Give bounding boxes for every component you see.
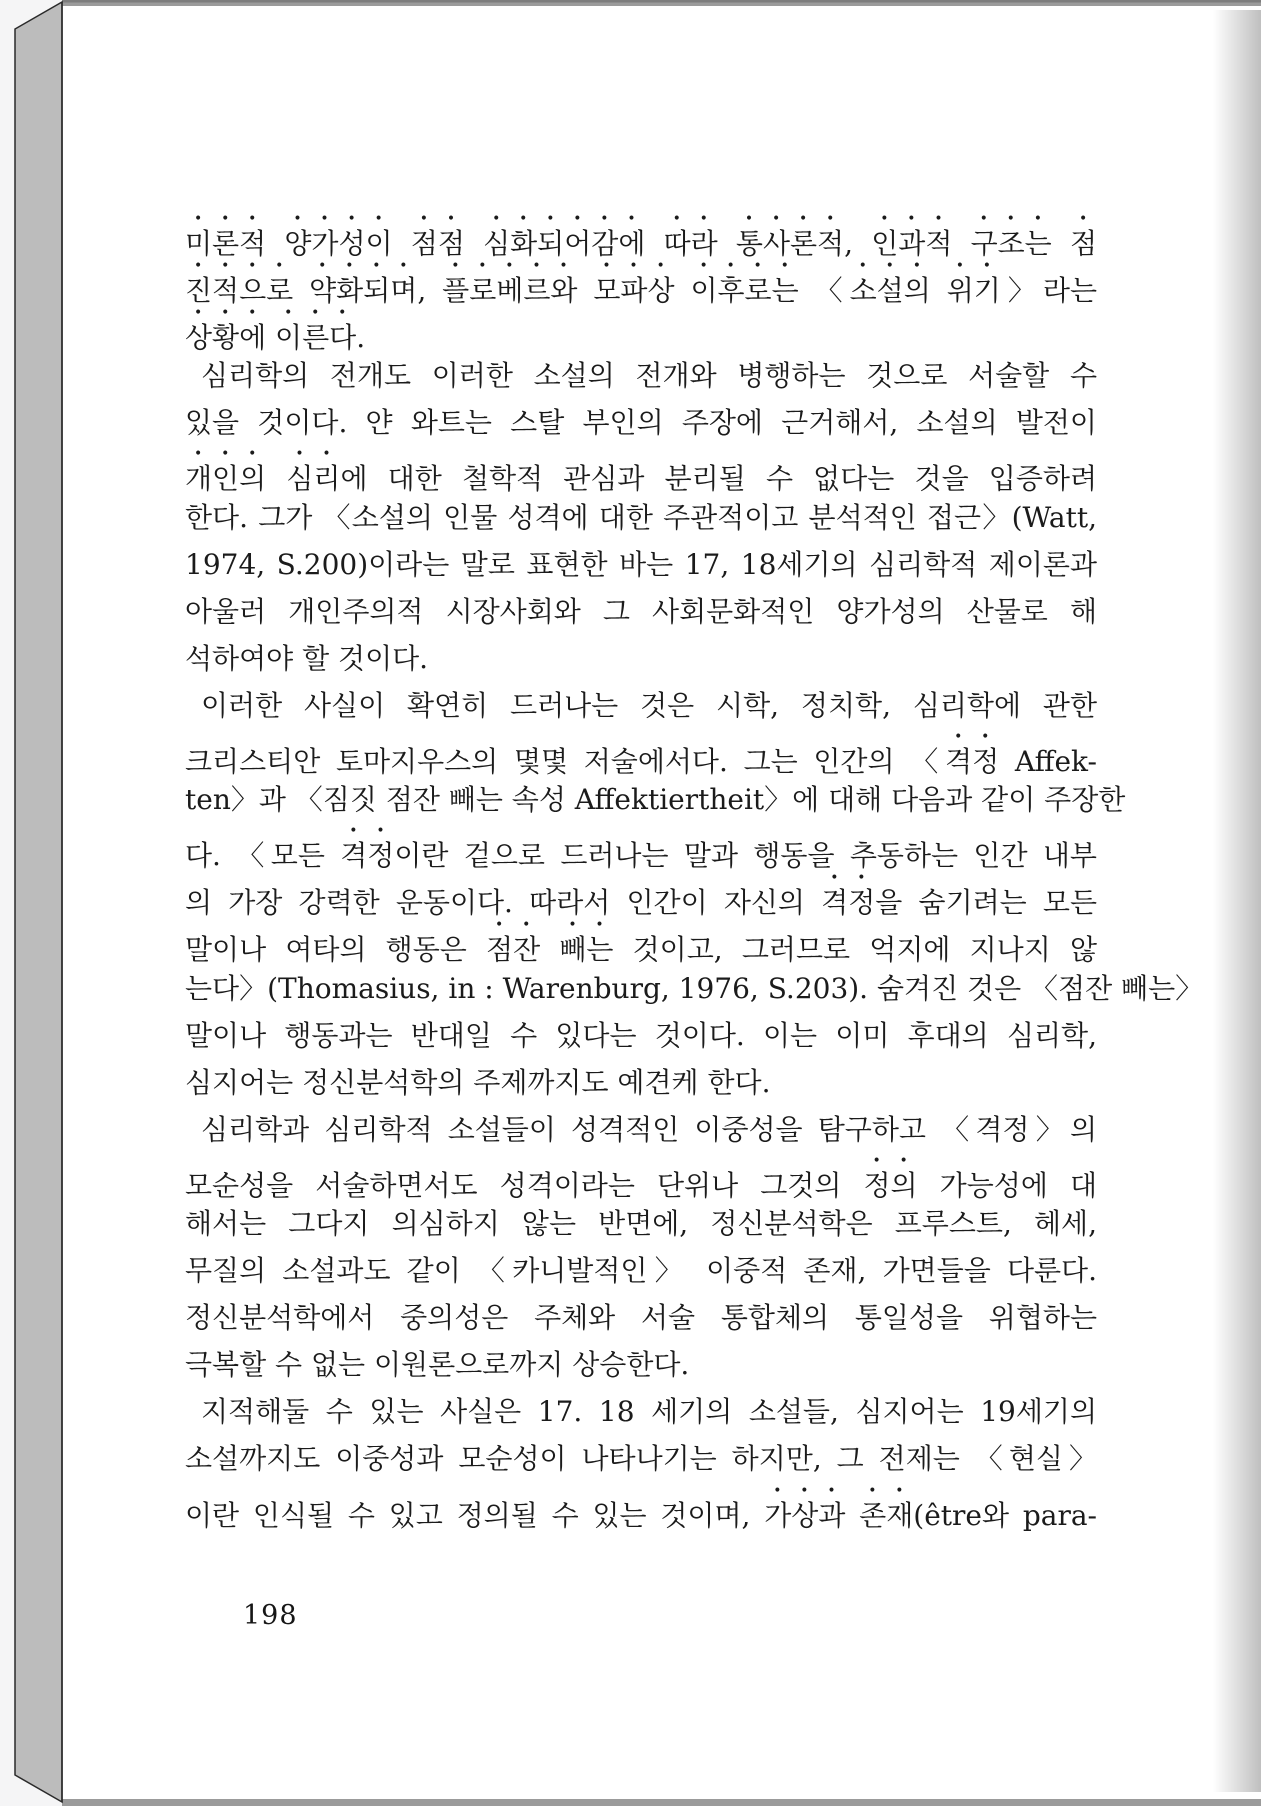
- text-segment: 말이나 여타의 행동은: [185, 933, 487, 967]
- text-segment: ten〉과 〈짐짓 점잔 빼는 속성 Affektiertheit〉에 대해 다음과 같이 주장한: [185, 783, 1126, 817]
- text-line: [185, 399, 1097, 446]
- text-line: [185, 965, 1204, 1012]
- emphasis-dotted-text: 정의: [863, 1168, 918, 1202]
- text-line: [185, 1200, 1097, 1247]
- text-segment: 아울러 개인주의적 시장사회와 그 사회문화적인 양가성의 산물로 해: [185, 594, 1097, 628]
- text-line: [185, 1012, 1097, 1059]
- text-segment: 것이고, 그러므로 억지에 지나지 않: [613, 933, 1098, 967]
- text-line: [185, 870, 1098, 920]
- text-line: [185, 1483, 1097, 1530]
- text-segment: 있을 것이다. 얀 와트는 스탈 부인의 주장에 근거해서, 소설의 발전이: [185, 406, 1097, 440]
- text-segment: 지적해둘 수 있는 사실은 17. 18 세기의 소설들, 심지어는 19세기의: [201, 1395, 1097, 1429]
- text-segment: 는다〉(Thomasius, in : Warenburg, 1976, S.203). 숨겨진 것은 〈점잔 빼는〉: [185, 971, 1204, 1005]
- text-line: [185, 211, 1097, 258]
- text-segment: 다. 〈모든: [185, 839, 341, 873]
- text-segment: 무질의 소설과도 같이 〈카니발적인〉 이중적 존재, 가면들을 다룬다.: [185, 1254, 1097, 1288]
- text-line: [185, 917, 1098, 967]
- text-line: [185, 258, 1097, 308]
- text-line: [185, 1388, 1097, 1435]
- text-line: [185, 1435, 1097, 1482]
- text-line: [185, 729, 1097, 779]
- text-segment: 말이나 행동과는 반대일 수 있다는 것이다. 이는 이미 후대의 심리학,: [185, 1018, 1097, 1052]
- text-line: [185, 1106, 1097, 1153]
- text-segment: 에 대한 철학적 관심과 분리될 수 없다는 것을 입증하려: [340, 462, 1097, 496]
- text-segment: 석하여야 할 것이다.: [185, 641, 429, 675]
- text-segment: 이러한 사실이 확연히 드러나는 것은 시학, 정치학, 심리학에 관한: [201, 688, 1097, 722]
- page-number: 198: [243, 1600, 298, 1631]
- text-segment: 정신분석학에서 중의성은 주체와 서술 통합체의 통일성을 위협하는: [185, 1301, 1097, 1335]
- text-line: [185, 541, 1097, 588]
- text-segment: 해서는 그다지 의심하지 않는 반면에, 정신분석학은 프루스트, 헤세,: [185, 1206, 1097, 1240]
- emphasis-dotted-text: 상황에 이른다: [185, 321, 357, 355]
- text-segment: 모순성을 서술하면서도 성격이라는 단위나 그것의: [185, 1168, 864, 1202]
- text-segment: 1974, S.200)이라는 말로 표현한 바는 17, 18세기의 심리학적 제이론과: [185, 547, 1097, 581]
- text-line: [185, 682, 1097, 729]
- text-line: [185, 1341, 1097, 1388]
- text-segment: 한다. 그가 〈소설의 인물 성격에 대한 주관적이고 분석적인 접근〉(Watt,: [185, 500, 1097, 534]
- emphasis-dotted-text: 점잔 빼는: [486, 933, 614, 967]
- text-segment: 심리학의 전개도 이러한 소설의 전개와 병행하는 것으로 서술할 수: [201, 359, 1097, 393]
- text-segment: 라는: [1042, 274, 1097, 308]
- text-line: [185, 1153, 1097, 1200]
- text-segment: (être와 para-: [913, 1498, 1097, 1532]
- text-line: [185, 823, 1097, 873]
- text-line: [185, 494, 1097, 541]
- emphasis-dotted-text: 격정: [821, 886, 876, 920]
- text-segment: 을 숨기려는 모든: [875, 886, 1098, 920]
- text-line: [185, 1294, 1097, 1341]
- page-curl-shading: [1213, 10, 1261, 1792]
- text-segment: 이란 겉으로 드러나는 말과 행동을 추동하는 인간 내부: [394, 839, 1097, 873]
- text-line: [185, 1247, 1097, 1294]
- text-segment: .: [356, 321, 366, 355]
- text-line: [185, 446, 1097, 496]
- text-segment: 의 가장 강력한 운동이다. 따라서 인간이 자신의: [185, 886, 822, 920]
- text-line: [185, 305, 1097, 355]
- text-segment: 극복할 수 없는 이원론으로까지 상승한다.: [185, 1348, 690, 1382]
- text-line: [185, 776, 1126, 823]
- emphasis-dotted-text: 개인의 심리: [185, 462, 341, 496]
- text-segment: Affek-: [999, 745, 1097, 779]
- text-line: [185, 1059, 1097, 1106]
- text-segment: 심지어는 정신분석학의 주제까지도 예견케 한다.: [185, 1065, 771, 1099]
- emphasis-dotted-text: 격정: [340, 839, 395, 873]
- text-segment: 가능성에 대: [917, 1168, 1097, 1202]
- text-segment: 심리학과 심리학적 소설들이 성격적인 이중성을 탐구하고 〈격정〉의: [201, 1112, 1097, 1146]
- text-segment: 소설까지도 이중성과 모순성이 나타나기는 하지만, 그 전제는 〈현실〉: [185, 1442, 1097, 1476]
- emphasis-dotted-text: 진적으로 약화되며, 플로베르와 모파상 이후로는 〈소설의 위기〉: [185, 274, 1043, 308]
- text-line: [185, 635, 1097, 682]
- text-segment: 이란 인식될 수 있고 정의될 수 있는 것이며,: [185, 1498, 765, 1532]
- text-line: [185, 588, 1097, 635]
- emphasis-dotted-text: 미론적 양가성이 점점 심화되어감에 따라 통사론적, 인과적 구조는 점: [185, 227, 1097, 260]
- emphasis-dotted-text: 가상과 존재: [764, 1498, 914, 1532]
- text-segment: 크리스티안 토마지우스의 몇몇 저술에서다. 그는 인간의 〈: [185, 745, 946, 779]
- text-line: [185, 352, 1097, 399]
- body-text: [185, 211, 1204, 1532]
- emphasis-dotted-text: 격정: [945, 745, 1000, 779]
